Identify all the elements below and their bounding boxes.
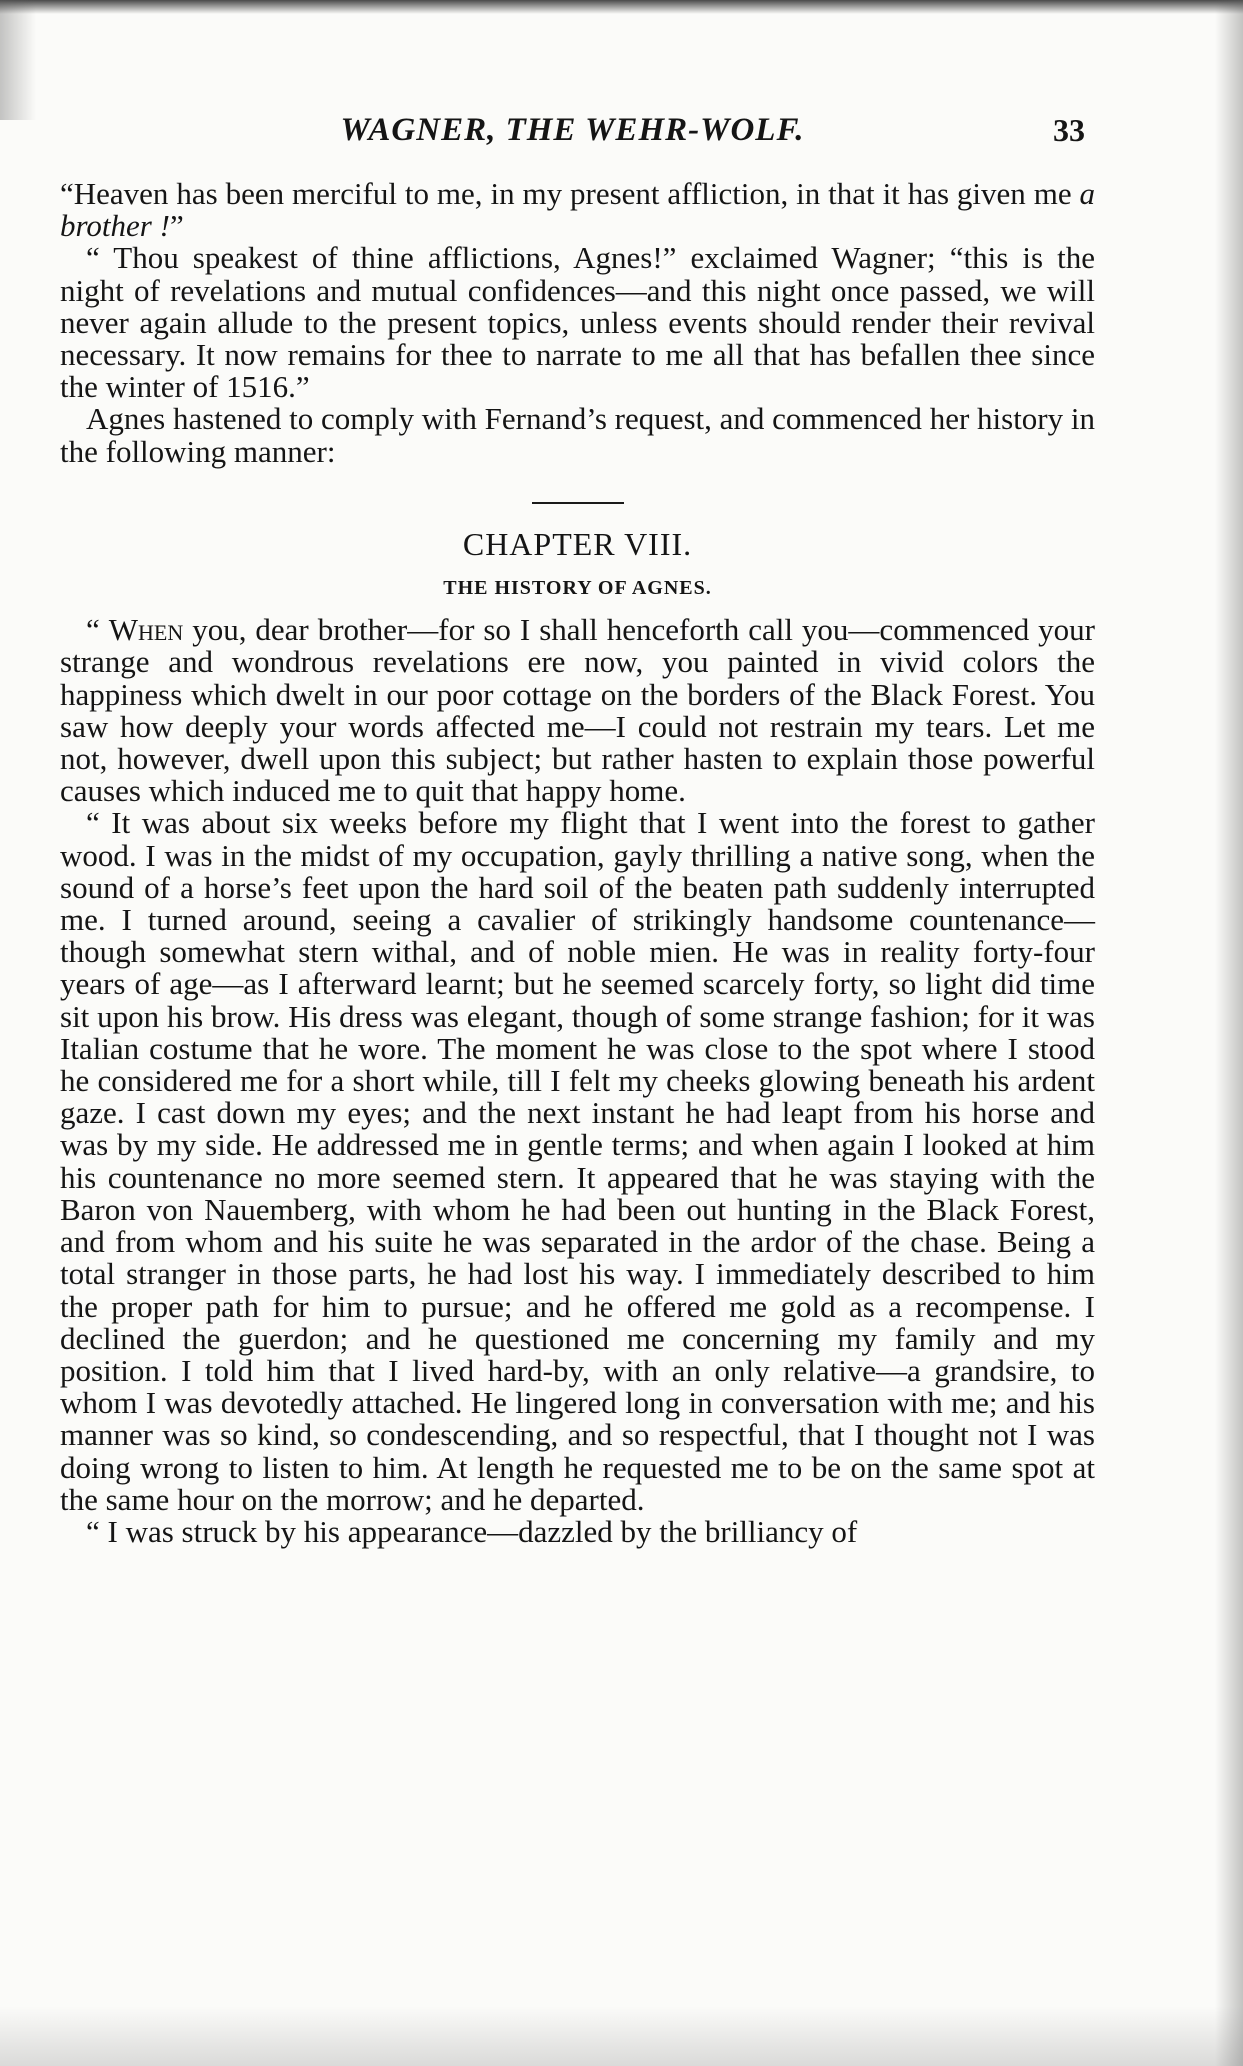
page-number: 33 (1053, 112, 1085, 148)
paragraph: “Heaven has been merciful to me, in my present affliction, in that it has given me a brother !” (60, 176, 1095, 244)
section-divider (532, 502, 624, 504)
scan-edge-right (1215, 0, 1243, 2066)
chapter-subtitle: THE HISTORY OF AGNES. (443, 577, 712, 600)
small-caps-opening: When (108, 612, 184, 648)
body-text (60, 178, 1095, 1548)
paragraph: Agnes hastened to comply with Fernand’s request, and commenced her history in the following manner: (60, 401, 1095, 469)
scan-edge-left (0, 0, 36, 120)
paragraph: “ I was struck by his appearance—dazzled by the brilliancy of (86, 1513, 858, 1549)
paragraph: “ Thou speakest of thine afflictions, Agnes!” exclaimed Wagner; “this is the night of revelations and mutual confidences—and this night once passed, we will never again allude to the present topics, unless events should render their revival necessary. It now remains for thee to narrate to me all that has befallen thee since the winter of 1516.” (60, 240, 1095, 405)
running-title: WAGNER, THE WEHR-WOLF. (340, 112, 805, 148)
scan-edge-bottom (0, 2006, 1243, 2066)
paragraph: “ It was about six weeks before my flight that I went into the forest to gather wood. I was in the midst of my occupation, gayly thrilling a native song, when the sound of a horse’s feet upon the hard soil of the beaten path suddenly interrupted me. I turned around, seeing a cavalier of strikingly handsome countenance—though somewhat stern withal, and of noble mien. He was in reality forty-four years of age—as I afterward learnt; but he seemed scarcely forty, so light did time sit upon his brow. His dress was elegant, though of some strange fashion; for it was Italian costume that he wore. The moment he was close to the spot where I stood he considered me for a short while, till I felt my cheeks glowing beneath his ardent gaze. I cast down my eyes; and the next instant he had leapt from his horse and was by my side. He addressed me in gentle terms; and when again I looked at him his countenance no more seemed stern. It appeared that he was staying with the Baron von Nauemberg, with whom he had been out hunting in the Black Forest, and from whom and his suite he was separated in the ardor of the chase. Being a total stranger in those parts, he had lost his way. I immediately described to him the proper path for him to pursue; and he offered me gold as a recompense. I declined the guerdon; and he questioned me concerning my family and my position. I told him that I lived hard-by, with an only relative—a grandsire, to whom I was devotedly attached. He lingered long in conversation with me; and his manner was so kind, so condescending, and so respectful, that I thought not I was doing wrong to listen to him. At length he requested me to be on the same spot at the same hour on the morrow; and he departed. (60, 805, 1095, 1517)
scan-edge-top (0, 0, 1243, 14)
paragraph: “ When you, dear brother—for so I shall henceforth call you—commenced your strange and wondrous revelations ere now, you painted in vivid colors the happiness which dwelt in our poor cottage on the borders of the Black Forest. You saw how deeply your words affected me—I could not restrain my tears. Let me not, however, dwell upon this subject; but rather hasten to explain those powerful causes which induced me to quit that happy home. (60, 612, 1095, 809)
running-head (60, 112, 1085, 152)
emphasis: a brother ! (60, 176, 1095, 244)
chapter-title: CHAPTER VIII. (462, 525, 693, 562)
